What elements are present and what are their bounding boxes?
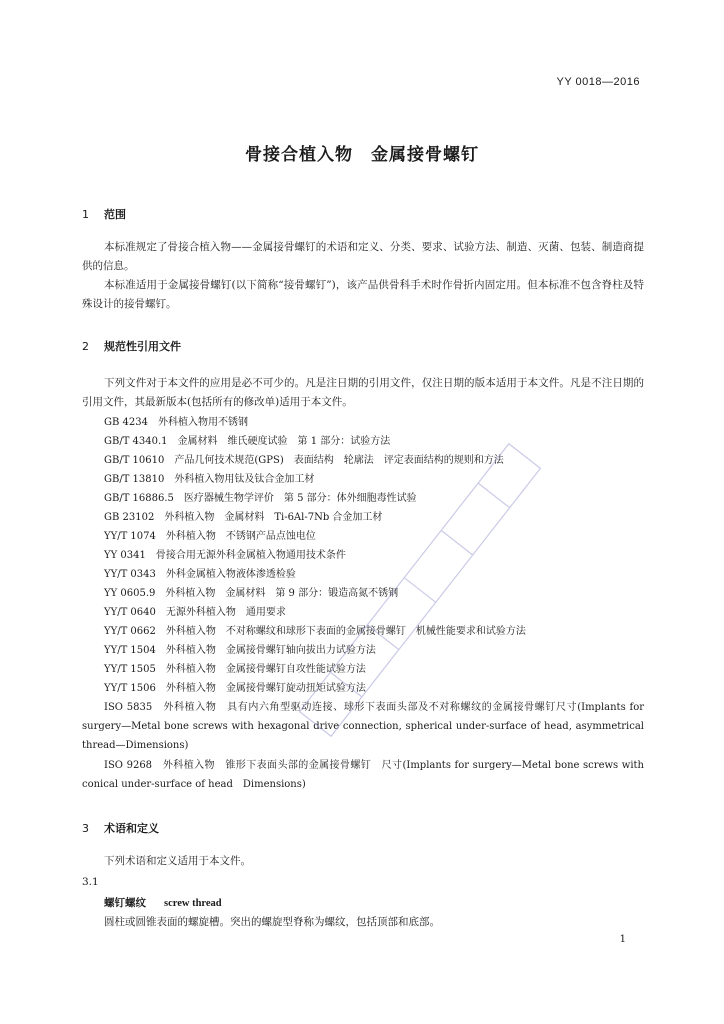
scope-paragraph-1: 本标准规定了骨接合植入物——金属接骨螺钉的术语和定义、分类、要求、试验方法、制造、灭菌、包装、制造商提供的信息。 <box>82 241 644 272</box>
reference-item: YY/T 1504 外科植入物 金属接骨螺钉轴向拔出力试验方法 <box>104 645 376 656</box>
reference-item: YY/T 0640 无源外科植入物 通用要求 <box>104 607 286 618</box>
reference-item: GB 23102 外科植入物 金属材料 Ti-6Al-7Nb 合金加工材 <box>104 512 383 523</box>
section-number: 2 <box>82 340 89 353</box>
reference-item: GB/T 13810 外科植入物用钛及钛合金加工材 <box>104 474 315 485</box>
section-title: 术语和定义 <box>104 822 159 835</box>
reference-item: GB/T 16886.5 医疗器械生物学评价 第 5 部分：体外细胞毒性试验 <box>104 493 417 504</box>
reference-item: YY/T 1505 外科植入物 金属接骨螺钉自攻性能试验方法 <box>104 664 366 675</box>
term-number: 3.1 <box>82 876 99 888</box>
reference-item: GB/T 4340.1 金属材料 维氏硬度试验 第 1 部分：试验方法 <box>104 436 391 447</box>
term-english: screw thread <box>164 898 222 909</box>
reference-item: YY/T 0662 外科植入物 不对称螺纹和球形下表面的金属接骨螺钉 机械性能要求和试验方法 <box>104 626 526 637</box>
page-number: 1 <box>619 934 626 945</box>
section-title: 规范性引用文件 <box>104 340 181 353</box>
section-number: 3 <box>82 822 89 835</box>
section-title: 范围 <box>104 208 126 221</box>
section-3-heading <box>82 820 159 836</box>
references-intro: 下列文件对于本文件的应用是必不可少的。凡是注日期的引用文件，仅注日期的版本适用于本文件。凡是不注日期的引用文件，其最新版本(包括所有的修改单)适用于本文件。 <box>82 377 644 408</box>
reference-item: YY/T 0343 外科金属植入物液体渗透检验 <box>104 569 296 580</box>
section-number: 1 <box>82 208 89 221</box>
document-title: 骨接合植入物 金属接骨螺钉 <box>245 145 479 165</box>
terms-intro: 下列术语和定义适用于本文件。 <box>104 855 251 867</box>
scope-paragraph-2: 本标准适用于金属接骨螺钉(以下简称“接骨螺钉”)，该产品供骨科手术时作骨折内固定用。但本标准不包含脊柱及特殊设计的接骨螺钉。 <box>82 279 644 310</box>
term-chinese: 螺钉螺纹 <box>104 897 146 909</box>
reference-iso-9268: ISO 9268 外科植入物 锥形下表面头部的金属接骨螺钉 尺寸(Implants for surgery—Metal bone screws with conical under-surface of head Dimensions) <box>82 760 644 790</box>
section-2-heading <box>82 338 181 354</box>
section-1-heading <box>82 206 126 222</box>
reference-item: YY/T 1506 外科植入物 金属接骨螺钉旋动扭矩试验方法 <box>104 683 366 694</box>
reference-item: YY 0605.9 外科植入物 金属材料 第 9 部分：锻造高氮不锈钢 <box>104 588 399 599</box>
reference-item: YY 0341 骨接合用无源外科金属植入物通用技术条件 <box>104 550 346 561</box>
reference-item: GB/T 10610 产品几何技术规范(GPS) 表面结构 轮廓法 评定表面结构的规则和方法 <box>104 455 504 466</box>
standard-id: YY 0018—2016 <box>556 76 640 88</box>
term-definition: 圆柱或圆锥表面的螺旋槽。突出的螺旋型脊称为螺纹，包括顶部和底部。 <box>104 916 440 928</box>
reference-item: GB 4234 外科植入物用不锈钢 <box>104 417 248 428</box>
reference-item: YY/T 1074 外科植入物 不锈钢产品点蚀电位 <box>104 531 316 542</box>
reference-iso-5835: ISO 5835 外科植入物 具有内六角型驱动连接、球形下表面头部及不对称螺纹的金属接骨螺钉尺寸(Implants for surgery—Metal bone screws with hexagonal drive connection, spherical under-surface of head, asymmetrical thread—Dimensions) <box>82 702 644 751</box>
term-entry <box>104 895 222 910</box>
